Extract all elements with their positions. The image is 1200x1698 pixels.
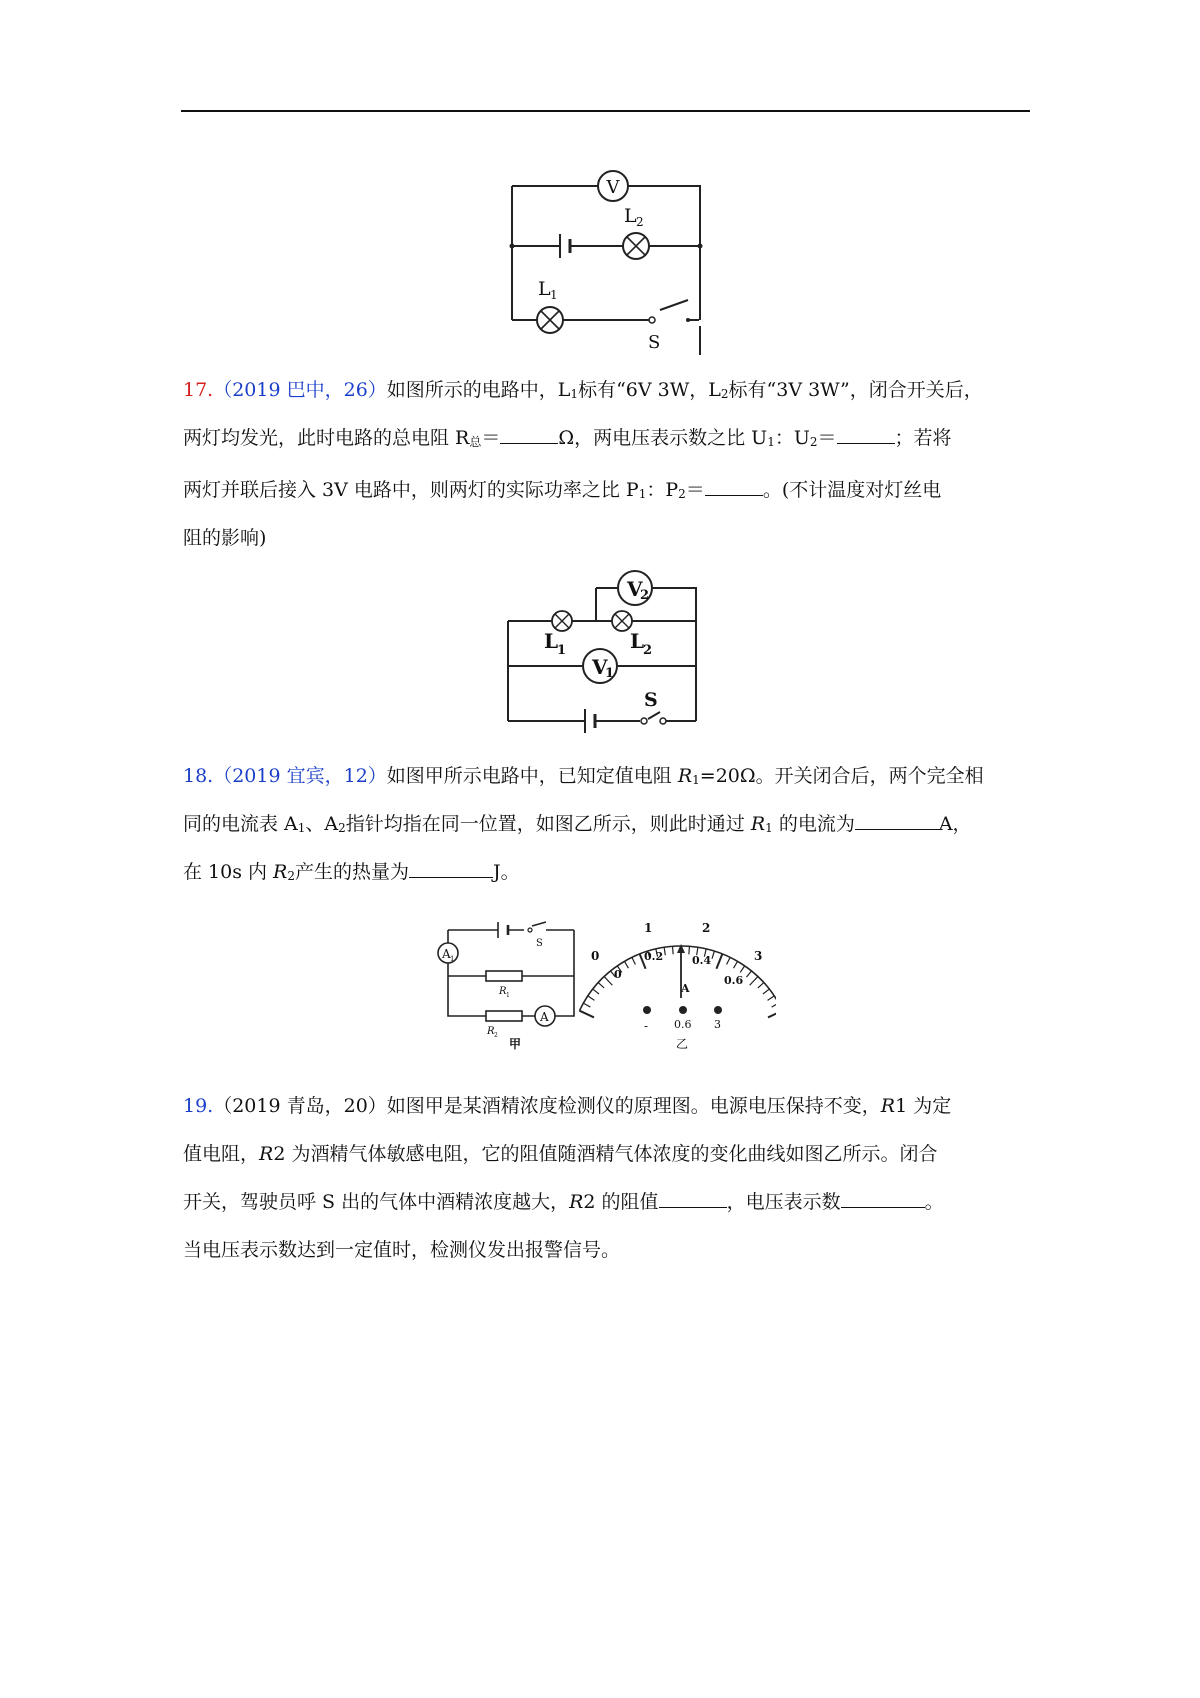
answer-blank[interactable] [837,425,895,444]
ammeter-scale [579,946,776,1017]
scale-tick [664,947,665,955]
q18-line3: 在 10s 内 $R_2$产生的热量为 J。 [183,861,520,883]
svg-text:2: 2 [494,1032,498,1039]
svg-text:V: V [627,577,643,601]
lamp-l1-icon [552,611,572,631]
svg-text:A: A [681,982,690,995]
resistor-r2-icon [486,1011,522,1021]
svg-text:V: V [606,177,620,198]
q17-line2: 两灯均发光，此时电路的总电阻 R总＝ Ω，两电压表示数之比 $U_1$：$U_2=$ ；若将 [183,427,952,449]
q18-line1: 18.（2019 宜宾，12）如图甲所示电路中，已知定值电阻 $R_1=20\Omega$。开关闭合后，两个完全相 [183,765,984,787]
svg-text:L: L [624,205,637,227]
svg-text:S: S [644,689,658,711]
svg-text:乙: 乙 [676,1037,689,1051]
answer-blank[interactable] [500,425,558,444]
scale-tick [689,946,690,954]
answer-blank[interactable] [855,811,939,830]
scale-tick [727,957,731,964]
svg-text:2: 2 [702,921,711,935]
svg-text:A: A [540,1010,549,1024]
svg-text:甲: 甲 [509,1037,522,1051]
lamp-l1-icon [537,307,563,333]
battery-icon [498,922,508,938]
circuit-diagram-16 [500,160,720,355]
answer-blank[interactable] [409,859,493,878]
scale-tick [579,1011,594,1018]
svg-text:L: L [630,629,645,653]
scale-tick [624,961,628,968]
lamp-l2-icon [623,233,649,259]
voltmeter-v2-icon [618,571,652,605]
svg-text:1: 1 [557,643,567,658]
svg-text:1: 1 [550,288,558,302]
q17-line3: 两灯并联后接入 3V 电路中，则两灯的实际功率之比 $P_1$：$P_2=$ 。(不计温度对灯丝电 [183,479,942,501]
scale-tick [758,983,764,988]
voltmeter-icon [598,171,628,201]
svg-text:-: - [644,1019,649,1033]
scale-tick [734,961,738,968]
svg-text:A: A [442,947,451,961]
question-19 [183,1082,1027,1274]
scale-tick [772,1003,776,1007]
q19-line3: 开关，驾驶员呼 S 出的气体中酒精浓度越大，R2 的阻值 ，电压表示数 。 [183,1191,944,1213]
ammeter-a2-icon [535,1006,555,1026]
scale-tick [593,989,599,994]
battery-icon [560,234,570,258]
scale-tick [740,966,745,973]
svg-text:V: V [592,655,608,679]
svg-text:S: S [648,332,661,353]
svg-text:L: L [538,278,551,300]
battery-icon [585,709,595,733]
answer-blank[interactable] [705,477,763,496]
scale-tick [768,1011,776,1018]
question-17 [183,366,1027,562]
switch-icon [649,317,690,323]
scale-tick [588,996,595,1000]
svg-text:0: 0 [591,949,600,963]
svg-text:1: 1 [506,992,510,999]
svg-text:2: 2 [643,643,653,658]
answer-blank[interactable] [841,1189,925,1208]
svg-text:0.6: 0.6 [674,1018,692,1031]
scale-tick [632,957,636,964]
svg-text:0.6: 0.6 [724,974,744,987]
svg-text:2: 2 [636,215,644,229]
scale-tick [750,977,758,986]
scale-tick [768,996,775,1000]
q18-line2: 同的电流表 $A_1$、$A_2$指针均指在同一位置，如图乙所示，则此时通过 $R_1$ 的电流为 A， [183,813,972,835]
circuit-and-meter-18 [436,908,776,1058]
switch-icon [641,718,666,724]
question-18 [183,752,1027,896]
svg-text:R: R [487,1026,495,1037]
q19-line2: 值电阻，R2 为酒精气体敏感电阻，它的阻值随酒精气体浓度的变化曲线如图乙所示。闭合 [183,1143,938,1165]
header-rule [181,110,1030,112]
svg-text:3: 3 [754,949,763,963]
svg-text:2: 2 [640,588,650,603]
scale-tick [746,971,751,977]
scale-tick [673,946,674,954]
q19-line4: 当电压表示数达到一定值时，检测仪发出报警信号。 [183,1239,621,1261]
scale-tick [763,989,769,994]
circuit-diagram-17 [500,566,710,741]
ammeter-a1-icon [438,943,458,963]
meter-terminals [643,1006,722,1014]
scale-tick [604,977,612,986]
q17-line1: 17.（2019 巴中，26）如图所示的电路中，$L_1$标有“6V 3W，$L_2$标有“3V 3W”，闭合开关后， [183,379,983,401]
svg-text:R: R [499,986,507,997]
lamp-l2-icon [612,611,632,631]
answer-blank[interactable] [659,1189,727,1208]
svg-text:0.2: 0.2 [644,950,664,963]
scale-tick [583,1003,590,1007]
scale-tick [712,951,714,959]
scale-tick [716,954,722,969]
scale-tick [598,983,604,988]
svg-text:S: S [536,938,543,949]
q17-line4: 阻的影响) [183,527,267,549]
voltmeter-v1-icon [583,649,617,683]
svg-text:L: L [544,629,559,653]
q19-line1: 19.（2019 青岛，20）如图甲是某酒精浓度检测仪的原理图。电源电压保持不变，R1 为定 [183,1095,952,1117]
svg-text:0.4: 0.4 [692,954,712,967]
svg-text:1: 1 [450,955,455,963]
svg-text:0: 0 [614,968,622,981]
resistor-r1-icon [486,971,522,981]
svg-text:1: 1 [644,921,653,935]
svg-text:3: 3 [714,1018,721,1031]
svg-text:1: 1 [605,666,615,681]
